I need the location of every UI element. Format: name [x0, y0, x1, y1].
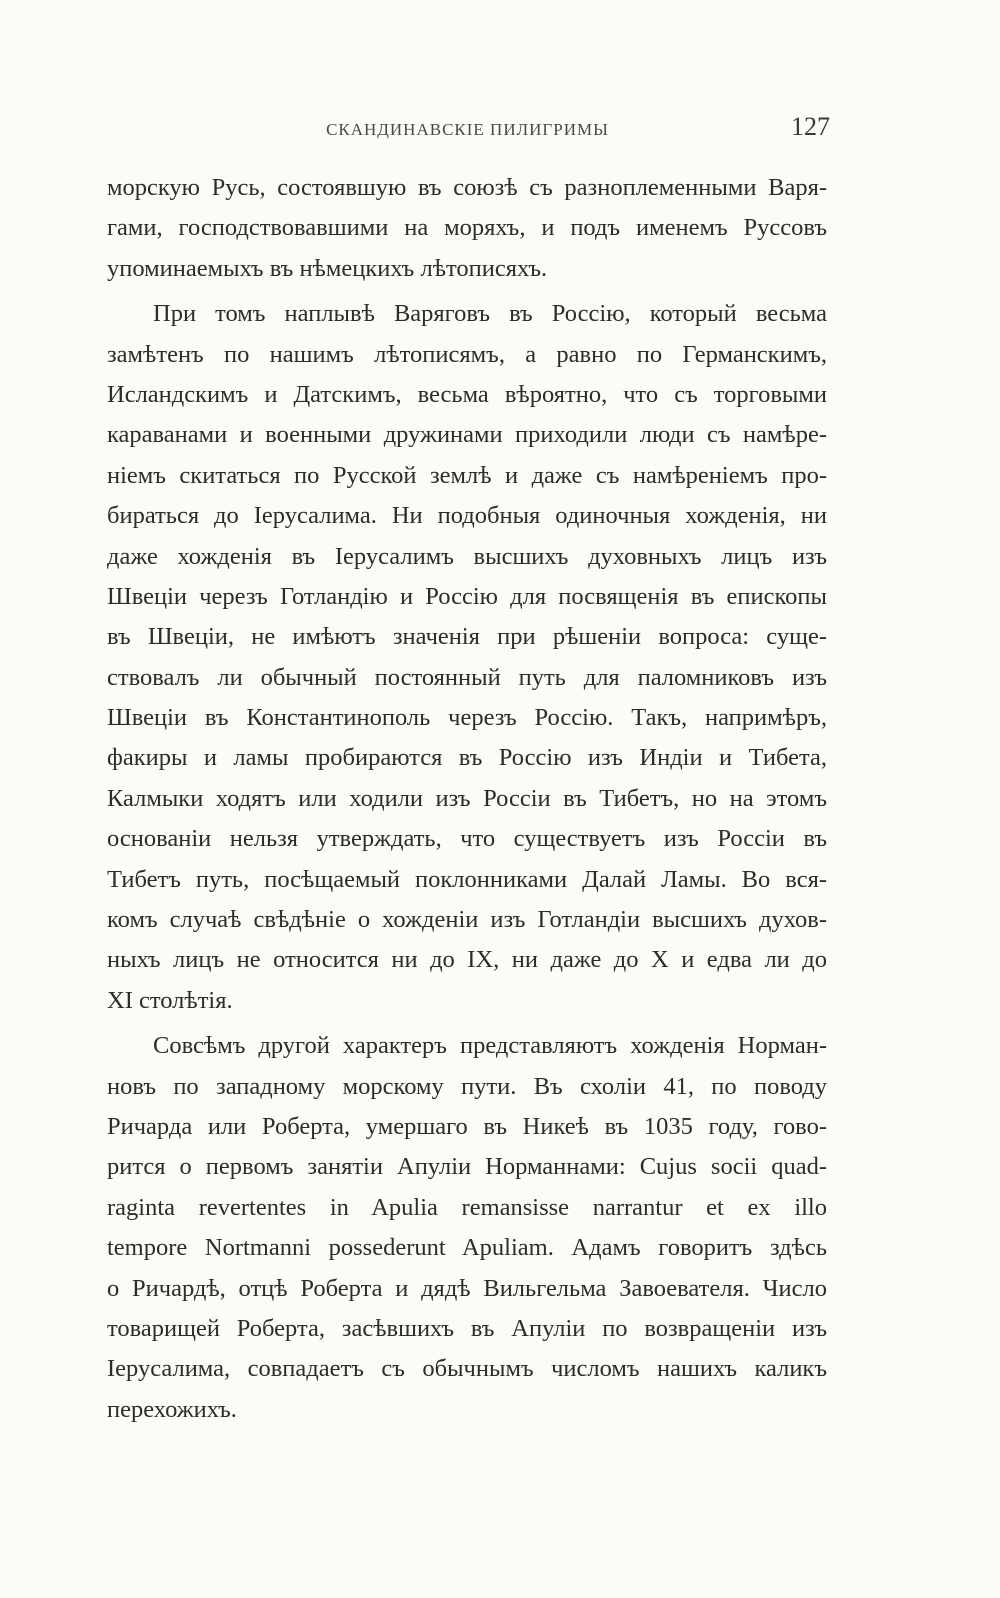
text-line: XI столѣтія. — [107, 986, 233, 1014]
text-line: ствовалъ ли обычный постоянный путь для паломниковъ изъ — [107, 663, 827, 691]
text-line: ніемъ скитаться по Русской землѣ и даже съ намѣреніемъ про- — [107, 461, 827, 489]
text-line: Іерусалима, совпадаетъ съ обычнымъ числомъ нашихъ каликъ — [107, 1355, 827, 1383]
text-line: о Ричардѣ, отцѣ Роберта и дядѣ Вильгельма Завоевателя. Число — [107, 1274, 827, 1302]
text-line: бираться до Іерусалима. Ни подобныя одиночныя хожденія, ни — [107, 502, 827, 530]
text-line: Тибетъ путь, посѣщаемый поклонниками Далай Ламы. Во вся- — [107, 865, 827, 893]
page-number: 127 — [791, 112, 830, 141]
text-line: товарищей Роберта, засѣвшихъ въ Апуліи по возвращеніи изъ — [107, 1314, 827, 1342]
running-head — [105, 112, 830, 148]
text-line: raginta revertentes in Apulia remansisse narrantur et ex illo — [107, 1193, 827, 1221]
running-title: СКАНДИНАВСКІЕ ПИЛИГРИМЫ — [326, 120, 609, 139]
text-line: Швеціи въ Константинополь черезъ Россію. Такъ, напримѣръ, — [107, 704, 827, 732]
text-line: Калмыки ходятъ или ходили изъ Россіи въ Тибетъ, но на этомъ — [107, 784, 827, 812]
text-line: ныхъ лицъ не относится ни до IX, ни даже до X и едва ли до — [107, 946, 827, 974]
text-line: Совсѣмъ другой характеръ представляютъ хожденія Норман- — [153, 1032, 827, 1060]
text-line: новъ по западному морскому пути. Въ схоліи 41, по поводу — [107, 1072, 827, 1100]
text-line: рится о первомъ занятіи Апуліи Норманнами: Cujus socii quad- — [107, 1153, 827, 1181]
text-line: Швеціи черезъ Готландію и Россію для посвященія въ епископы — [107, 582, 827, 610]
paragraph — [107, 294, 827, 1021]
text-line: гами, господствовавшими на моряхъ, и подъ именемъ Руссовъ — [107, 214, 827, 242]
text-line: даже хожденія въ Іерусалимъ высшихъ духовныхъ лицъ изъ — [107, 542, 827, 570]
text-line: упоминаемыхъ въ нѣмецкихъ лѣтописяхъ. — [107, 254, 548, 282]
body-text — [107, 168, 827, 1430]
text-line: факиры и ламы пробираются въ Россію изъ Индіи и Тибета, — [107, 744, 827, 772]
text-line: Ричарда или Роберта, умершаго въ Никеѣ въ 1035 году, гово- — [107, 1112, 827, 1140]
text-line: морскую Русь, состоявшую въ союзѣ съ разноплеменными Варя- — [107, 174, 827, 201]
text-line: комъ случаѣ свѣдѣніе о хожденіи изъ Готландіи высшихъ духов- — [107, 906, 827, 934]
text-line: При томъ наплывѣ Варяговъ въ Россію, который весьма — [153, 300, 827, 328]
text-line: tempore Nortmanni possederunt Apuliam. Адамъ говоритъ здѣсь — [107, 1234, 827, 1262]
text-line: караванами и военными дружинами приходили люди съ намѣре- — [107, 421, 827, 449]
paragraph — [107, 1026, 827, 1430]
text-line: въ Швеціи, не имѣютъ значенія при рѣшеніи вопроса: суще- — [107, 623, 827, 651]
paragraph — [107, 168, 827, 289]
text-line: Исландскимъ и Датскимъ, весьма вѣроятно, что съ торговыми — [107, 380, 827, 408]
text-line: основаніи нельзя утверждать, что существуетъ изъ Россіи въ — [107, 825, 827, 853]
text-line: перехожихъ. — [107, 1395, 237, 1423]
text-line: замѣтенъ по нашимъ лѣтописямъ, а равно по Германскимъ, — [107, 340, 827, 368]
